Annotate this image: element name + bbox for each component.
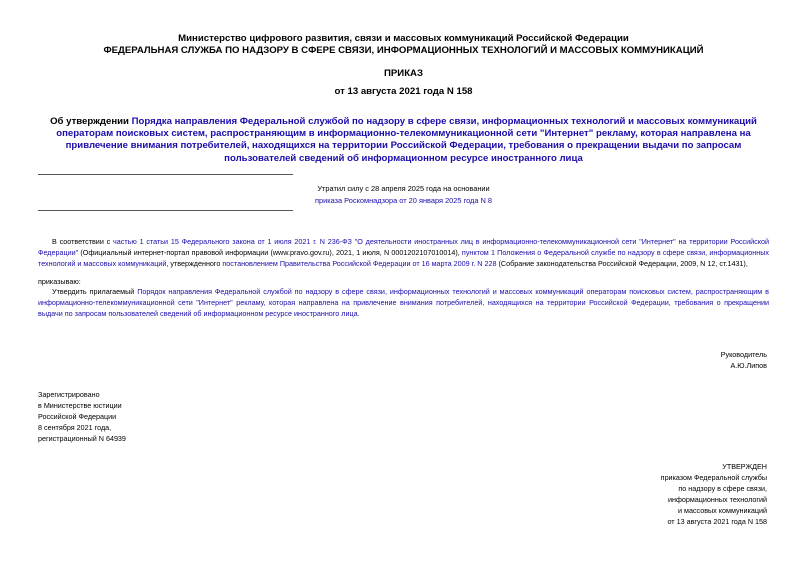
preamble-paragraph (38, 236, 769, 269)
ministry-heading: Министерство цифрового развития, связи и массовых коммуникаций Российской Федерации (178, 33, 629, 44)
divider-bottom (38, 210, 293, 211)
signature-position: Руководитель (720, 350, 767, 359)
signature-name: А.Ю.Липов (730, 361, 767, 370)
approved-line: приказом Федеральной службы (660, 473, 767, 482)
regulation-link[interactable]: пунктом 1 Положения о Федеральной службе по надзору в сфере связи, информационных технологий и массовых коммуникаций (38, 248, 769, 268)
registration-block (38, 389, 126, 444)
government-decree-link[interactable]: постановлением Правительства Российской Федерации от 16 марта 2009 г. N 228 (222, 259, 497, 268)
preamble-text-2: (Официальный интернет-портал правовой информации (www.pravo.gov.ru), 2021, 1 июля, N 0001202107010014), (78, 248, 462, 257)
order-word: приказываю: (38, 277, 81, 286)
status-note-line2 (0, 195, 807, 206)
approved-line: от 13 августа 2021 года N 158 (667, 517, 767, 526)
title-link[interactable]: Порядка направления Федеральной службой по надзору в сфере связи, информационных технологий и массовых коммуникаций операторам поисковых систем, распространяющим в информационно-телекоммуникационной сети "Интернет" рекламу, которая направлена на привлечение внимания потребителей, находящихся на территории Российской Федерации, требования о прекращении выдачи по запросам пользователей сведений об информационном ресурсе иностранного лица (56, 116, 757, 164)
preamble-text-3: , утвержденного (166, 259, 223, 268)
service-heading: ФЕДЕРАЛЬНАЯ СЛУЖБА ПО НАДЗОРУ В СФЕРЕ СВЯЗИ, ИНФОРМАЦИОННЫХ ТЕХНОЛОГИЙ И МАССОВЫХ КОММУНИКАЦИЙ (103, 45, 704, 56)
approved-line: информационных технологий (667, 495, 767, 504)
doc-date-number: от 13 августа 2021 года N 158 (334, 86, 473, 97)
federal-law-link[interactable]: частью 1 статьи 15 Федерального закона от 1 июля 2021 г. N 236-ФЗ "О деятельности иностранных лиц в информационно-телекоммуникационной сети "Интернет" на территории Российской Федерации" (38, 237, 769, 257)
doc-type-heading: ПРИКАЗ (384, 68, 423, 79)
approved-line: и массовых коммуникаций (677, 506, 767, 515)
repeal-order-link[interactable]: приказа Роскомнадзора от 20 января 2025 года N 8 (314, 196, 493, 205)
registration-line: в Министерстве юстиции (38, 401, 122, 410)
procedure-link[interactable]: Порядок направления Федеральной службой по надзору в сфере связи, информационных технологий и массовых коммуникаций операторам поисковых систем, распространяющим в информационно-телекоммуникационной сети "Интернет" рекламу, которая направлена на привлечение внимания потребителей, находящихся на территории Российской Федерации, требования о прекращении выдачи по запросам пользователей сведений об информационном ресурсе иностранного лица. (38, 287, 769, 318)
signature-block (721, 349, 767, 371)
divider-top (38, 174, 293, 175)
registration-line: 8 сентября 2021 года, (38, 423, 112, 432)
preamble-text-4: (Собрание законодательства Российской Федерации, 2009, N 12, ст.1431), (496, 259, 748, 268)
approve-text: Утвердить прилагаемый (52, 287, 138, 296)
title-prefix: Об утверждении (50, 116, 132, 127)
registration-line: Российской Федерации (38, 412, 117, 421)
status-note-line1: Утратил силу с 28 апреля 2025 года на основании (317, 184, 490, 193)
approved-line: УТВЕРЖДЕН (722, 462, 767, 471)
approve-paragraph (38, 286, 769, 319)
registration-line: Зарегистрировано (38, 390, 100, 399)
approved-line: по надзору в сфере связи, (678, 484, 767, 493)
approved-block (661, 461, 767, 527)
document-title (30, 116, 777, 165)
preamble-text-1: В соответствии с (52, 237, 114, 246)
registration-line: регистрационный N 64939 (38, 434, 126, 443)
